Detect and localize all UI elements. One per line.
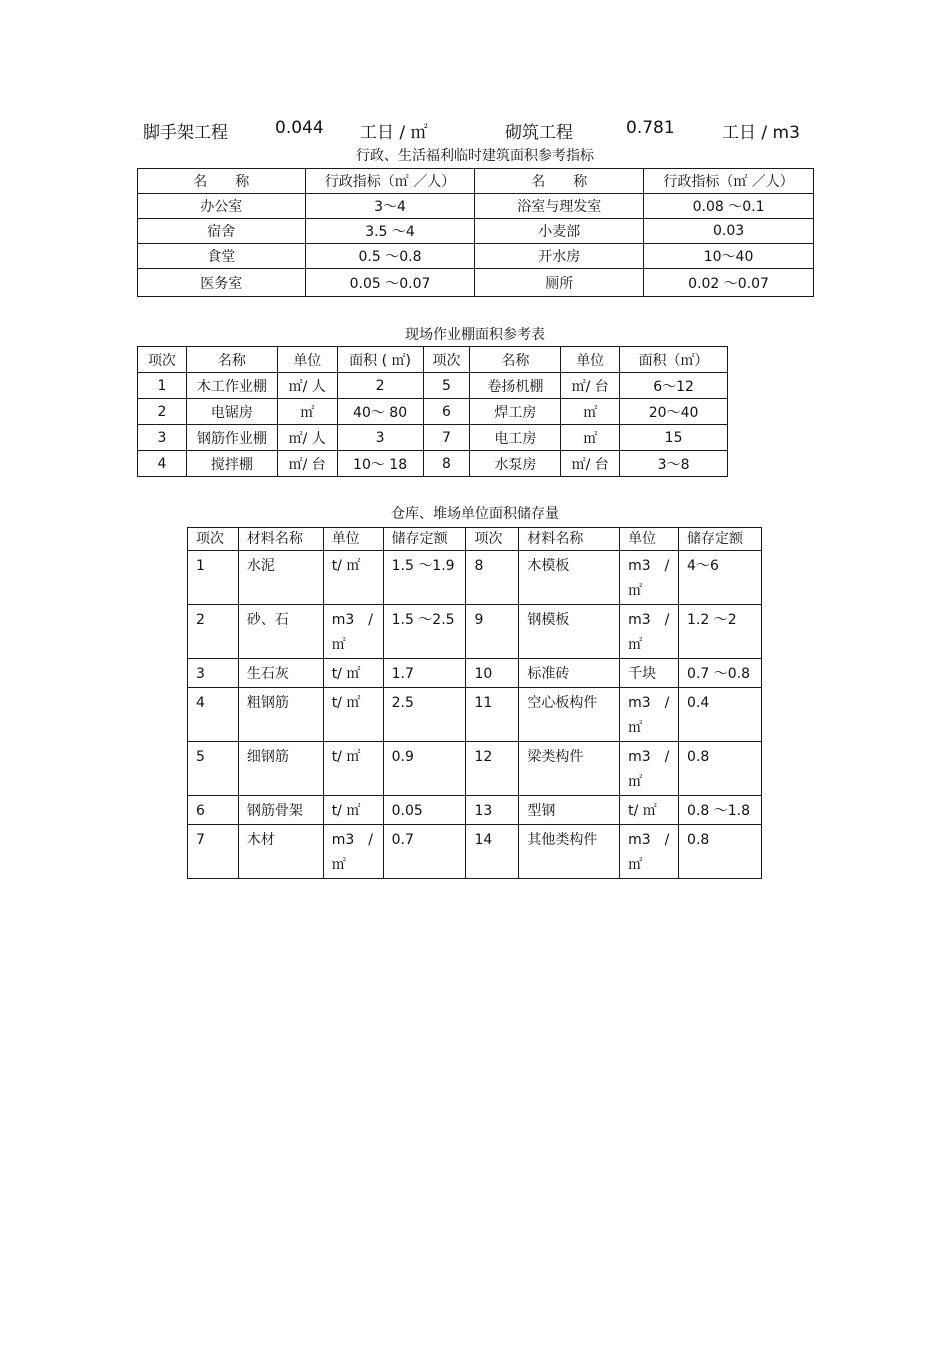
header-cell: 名称 [186,347,277,373]
table-cell: 医务室 [138,269,306,297]
table-row [138,399,728,425]
table-cell: 焊工房 [470,399,561,425]
labor-quota-line [0,118,950,142]
table-cell: m3 / ㎡ [620,688,679,742]
table-cell: 2.5 [383,688,466,742]
table-row [138,451,728,477]
table-cell: 0.02 ～0.07 [644,269,814,297]
table-cell: t/ ㎡ [620,796,679,825]
table-cell: 9 [466,605,519,659]
table-cell: 生石灰 [238,659,323,688]
table-cell: ㎡/ 台 [561,451,620,477]
table-header-row [138,347,728,373]
table-cell: t/ ㎡ [323,551,383,605]
table-row [138,269,814,297]
table-cell: 12 [466,742,519,796]
table-cell: 2 [337,373,423,399]
table-cell: 0.8 ～1.8 [679,796,762,825]
table-cell: 4 [188,688,239,742]
table-row [138,219,814,244]
table-cell: 3.5 ～4 [305,219,475,244]
scaffold-value: 0.044 [275,118,324,138]
header-cell: 名 称 [475,169,644,194]
table-cell: 10～40 [644,244,814,269]
table-cell: 7 [188,825,239,879]
scaffold-name: 脚手架工程 [143,123,228,143]
header-cell: 行政指标（㎡ ／人） [305,169,475,194]
header-cell: 名称 [470,347,561,373]
header-cell: 名 称 [138,169,306,194]
admin-area-table [137,168,814,297]
table-cell: 0.05 [383,796,466,825]
table-cell: m3 / ㎡ [620,605,679,659]
header-cell: 储存定额 [383,528,466,551]
table-cell: 梁类构件 [519,742,620,796]
table-cell: ㎡/ 人 [277,425,337,451]
table-cell: 0.5 ～0.8 [305,244,475,269]
table-cell: ㎡ [561,399,620,425]
header-cell: 单位 [620,528,679,551]
table-cell: 0.03 [644,219,814,244]
header-cell: 单位 [277,347,337,373]
table-cell: 其他类构件 [519,825,620,879]
table-cell: 1.5 ～2.5 [383,605,466,659]
table-cell: m3 / ㎡ [620,742,679,796]
table-cell: m3 / ㎡ [323,605,383,659]
table-row [188,688,762,742]
table-cell: 型钢 [519,796,620,825]
table-cell: 1.2 ～2 [679,605,762,659]
table-cell: 1 [138,373,187,399]
table-cell: m3 / ㎡ [620,551,679,605]
table-row [138,244,814,269]
table-cell: 6 [423,399,470,425]
table-row [188,605,762,659]
table-cell: 厕所 [475,269,644,297]
table-cell: 1.7 [383,659,466,688]
table-cell: 0.7 ～0.8 [679,659,762,688]
table-cell: 木材 [238,825,323,879]
header-cell: 储存定额 [679,528,762,551]
table-cell: 3 [188,659,239,688]
table-cell: 10 [466,659,519,688]
header-cell: 行政指标（㎡ ／人） [644,169,814,194]
table-cell: m3 / ㎡ [323,825,383,879]
table1-caption: 行政、生活福利临时建筑面积参考指标 [356,148,594,164]
table-cell: 办公室 [138,194,306,219]
table-cell: 7 [423,425,470,451]
table-cell: 8 [423,451,470,477]
table-cell: 空心板构件 [519,688,620,742]
table3-caption: 仓库、堆场单位面积储存量 [391,506,559,522]
header-cell: 项次 [138,347,187,373]
masonry-unit: 工日 / m3 [722,123,800,143]
table-cell: 千块 [620,659,679,688]
table-cell: 标准砖 [519,659,620,688]
table-cell: 2 [138,399,187,425]
header-cell: 材料名称 [519,528,620,551]
table-cell: 1 [188,551,239,605]
table-cell: 木工作业棚 [186,373,277,399]
table-cell: 宿舍 [138,219,306,244]
table-cell: 3 [138,425,187,451]
table-cell: 5 [423,373,470,399]
table-cell: t/ ㎡ [323,742,383,796]
table-cell: 0.05 ～0.07 [305,269,475,297]
table-cell: 20～40 [620,399,728,425]
table-header-row [188,528,762,551]
table-cell: t/ ㎡ [323,659,383,688]
table-cell: ㎡ [561,425,620,451]
table-cell: 水泵房 [470,451,561,477]
table-row [138,194,814,219]
table-cell: 卷扬机棚 [470,373,561,399]
table-cell: 40～ 80 [337,399,423,425]
table-cell: 10～ 18 [337,451,423,477]
table-cell: 3 [337,425,423,451]
header-cell: 项次 [423,347,470,373]
header-cell: 单位 [323,528,383,551]
table-cell: ㎡/ 台 [277,451,337,477]
table-cell: ㎡/ 人 [277,373,337,399]
work-shed-table [137,346,728,477]
masonry-name: 砌筑工程 [505,123,573,143]
table-cell: 开水房 [475,244,644,269]
table-cell: t/ ㎡ [323,688,383,742]
table-cell: 食堂 [138,244,306,269]
table-cell: m3 / ㎡ [620,825,679,879]
table-cell: ㎡/ 台 [561,373,620,399]
table-cell: 15 [620,425,728,451]
table-row [138,425,728,451]
table-cell: 4～6 [679,551,762,605]
table-header-row [138,169,814,194]
table-cell: 钢模板 [519,605,620,659]
table-cell: 3～8 [620,451,728,477]
header-cell: 材料名称 [238,528,323,551]
table-cell: 木模板 [519,551,620,605]
table-cell: 2 [188,605,239,659]
table-cell: 水泥 [238,551,323,605]
table-cell: 电锯房 [186,399,277,425]
header-cell: 项次 [466,528,519,551]
table-cell: 6 [188,796,239,825]
table-cell: ㎡ [277,399,337,425]
table-cell: 8 [466,551,519,605]
table-cell: 浴室与理发室 [475,194,644,219]
header-cell: 项次 [188,528,239,551]
table-cell: 搅拌棚 [186,451,277,477]
storage-capacity-table [187,527,762,879]
table-row [188,742,762,796]
table-cell: 3～4 [305,194,475,219]
table-row [188,825,762,879]
table2-caption: 现场作业棚面积参考表 [405,327,545,343]
table-cell: t/ ㎡ [323,796,383,825]
header-cell: 面积 ( ㎡) [337,347,423,373]
scaffold-unit: 工日 / ㎡ [360,123,428,143]
table-cell: 小麦部 [475,219,644,244]
table-cell: 5 [188,742,239,796]
table-cell: 0.08 ～0.1 [644,194,814,219]
table-cell: 0.4 [679,688,762,742]
masonry-value: 0.781 [626,118,675,138]
table-row [188,796,762,825]
table-cell: 0.9 [383,742,466,796]
table-cell: 14 [466,825,519,879]
table-cell: 13 [466,796,519,825]
header-cell: 面积（㎡） [620,347,728,373]
table-cell: 6～12 [620,373,728,399]
table-cell: 电工房 [470,425,561,451]
table-row [138,373,728,399]
table-cell: 粗钢筋 [238,688,323,742]
table-cell: 砂、石 [238,605,323,659]
table-cell: 1.5 ～1.9 [383,551,466,605]
table-cell: 钢筋骨架 [238,796,323,825]
table-cell: 11 [466,688,519,742]
table-cell: 0.8 [679,742,762,796]
table-cell: 细钢筋 [238,742,323,796]
table-row [188,659,762,688]
table-cell: 4 [138,451,187,477]
table-row [188,551,762,605]
table-cell: 0.7 [383,825,466,879]
header-cell: 单位 [561,347,620,373]
table-cell: 钢筋作业棚 [186,425,277,451]
table-cell: 0.8 [679,825,762,879]
